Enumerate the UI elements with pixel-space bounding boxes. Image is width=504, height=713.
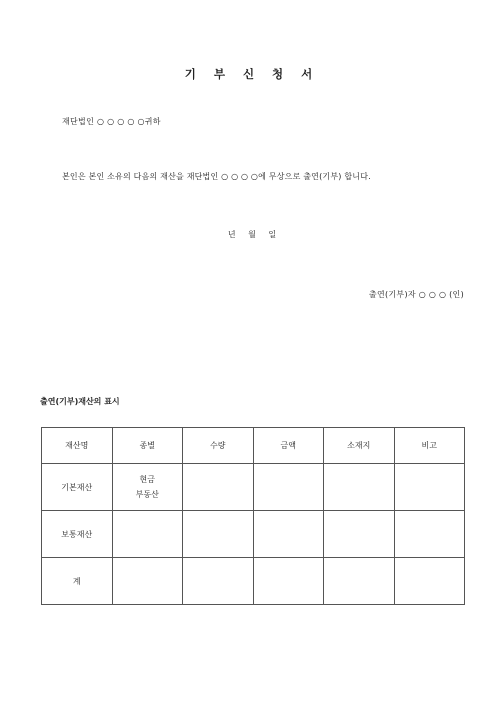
date-line: 년 월 일: [227, 230, 277, 239]
section-title: 출연(기부)재산의 표시: [40, 397, 120, 406]
type-cell: [112, 558, 183, 605]
addressee-line: 재단법인 ○ ○ ○ ○ ○귀하: [62, 117, 161, 126]
type-cell: [112, 464, 183, 511]
donation-property-table: [41, 427, 465, 605]
amount-cell: [253, 511, 324, 558]
header-remarks: 비고: [394, 428, 465, 464]
document-title: 기 부 신 청 서: [184, 67, 320, 81]
donor-signature-line: 출연(기부)자 ○ ○ ○ (인): [368, 290, 464, 299]
quantity-cell: [183, 511, 254, 558]
location-cell: [324, 511, 395, 558]
table-row: [42, 511, 465, 558]
table-row: [42, 464, 465, 511]
header-amount: 금액: [253, 428, 324, 464]
location-cell: [324, 558, 395, 605]
amount-cell: [253, 558, 324, 605]
quantity-cell: [183, 558, 254, 605]
header-property-name: 재산명: [42, 428, 113, 464]
row-name-cell: 계: [42, 558, 113, 605]
remarks-cell: [394, 511, 465, 558]
location-cell: [324, 464, 395, 511]
header-type: 종별: [112, 428, 183, 464]
donation-statement: 본인은 본인 소유의 다음의 재산을 재단법인 ○ ○ ○ ○에 무상으로 출연(기부) 합니다.: [62, 172, 371, 181]
type-cash: 현금: [139, 475, 155, 484]
table-header-row: [42, 428, 465, 464]
remarks-cell: [394, 558, 465, 605]
table-row: [42, 558, 465, 605]
quantity-cell: [183, 464, 254, 511]
type-real-estate: 부동산: [135, 490, 159, 499]
type-cell: [112, 511, 183, 558]
remarks-cell: [394, 464, 465, 511]
row-name-cell: 기본재산: [42, 464, 113, 511]
header-quantity: 수량: [183, 428, 254, 464]
row-name-cell: 보통재산: [42, 511, 113, 558]
header-location: 소재지: [324, 428, 395, 464]
amount-cell: [253, 464, 324, 511]
